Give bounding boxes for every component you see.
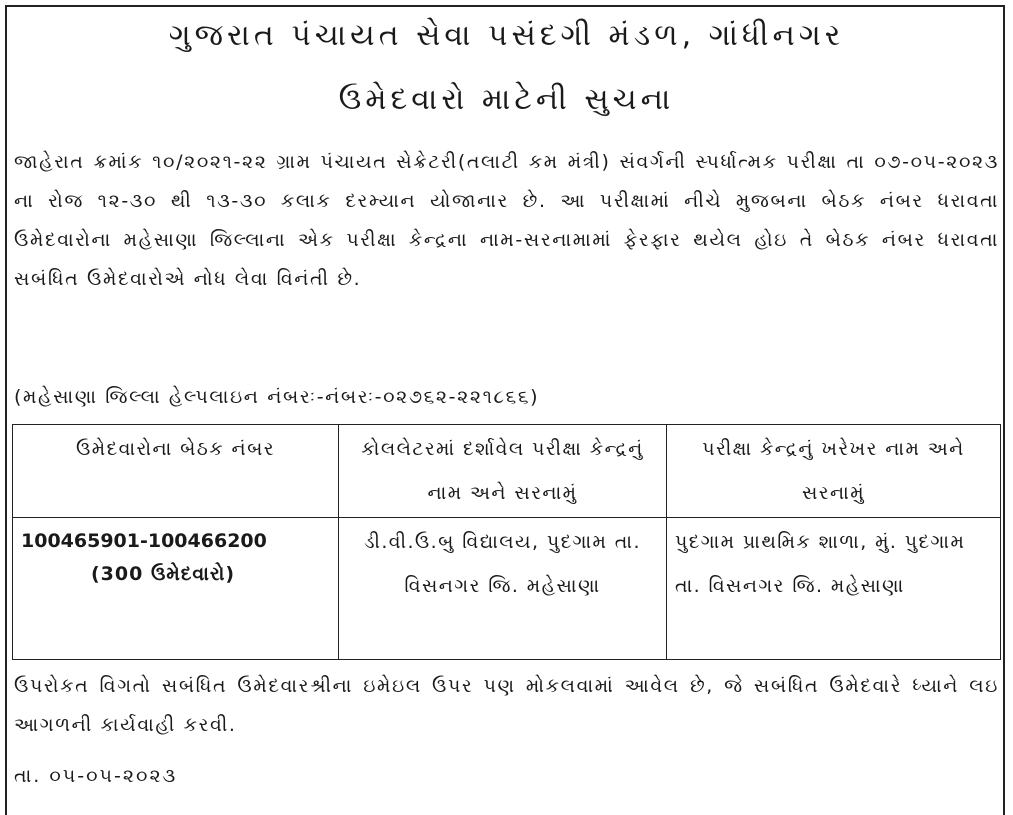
- table-header-row: [13, 425, 1001, 518]
- notice-date: તા. ૦૫-૦૫-૨૦૨૩: [14, 765, 178, 787]
- center-change-table: [12, 424, 1001, 660]
- table-row: [13, 518, 1001, 660]
- candidate-count: (300 ઉમેદવારો): [91, 563, 236, 585]
- board-title: ગુજરાત પંચાયત સેવા પસંદગી મંડળ, ગાંધીનગર: [168, 18, 845, 53]
- intro-paragraph: જાહેરાત ક્રમાંક ૧૦/૨૦૨૧-૨૨ ગ્રામ પંચાયત સેક્રેટરી(તલાટી કમ મંત્રી) સંવર્ગની સ્પર્ધાત્મક પરીક્ષા તા ૦૭-૦૫-૨૦૨૩ ના રોજ ૧૨-૩૦ થી ૧૩-૩૦ કલાક દરમ્યાન યોજાનાર છે. આ પરીક્ષામાં નીચે મુજબના બેઠક નંબર ધરાવતા ઉમેદવારોના મહેસાણા જિલ્લાના એક પરીક્ષા કેન્દ્રના નામ-સરનામામાં ફેરફાર થયેલ હોઇ તે બેઠક નંબર ધરાવતા સબંધિત ઉમેદવારોએ નોધ લેવા વિનંતી છે.: [14, 151, 999, 290]
- seat-cell: [13, 518, 339, 660]
- header-seat-numbers: ઉમેદવારોના બેઠક નંબર: [13, 425, 339, 518]
- callletter-center-cell: ડી.વી.ઉ.બુ વિદ્યાલય, પુદગામ તા. વિસનગર જિ. મહેસાણા: [339, 518, 667, 660]
- notice-heading: ઉમેદવારો માટેની સુચના: [338, 82, 675, 117]
- header-actual-center: પરીક્ષા કેન્દ્રનું ખરેખર નામ અને સરનામું: [667, 425, 1001, 518]
- helpline-number: (મહેસાણા જિલ્લા હેલ્પલાઇન નંબરઃ-નંબરઃ-૦૨૭૬૨-૨૨૧૮૬૬): [14, 386, 540, 408]
- seat-range: 100465901-100466200: [21, 530, 267, 552]
- header-callletter-center: કોલલેટરમાં દર્શાવેલ પરીક્ષા કેન્દ્રનું નામ અને સરનામું: [339, 425, 667, 518]
- footer-paragraph: ઉપરોકત વિગતો સબંધિત ઉમેદવારશ્રીના ઇમેઇલ ઉપર પણ મોકલવામાં આવેલ છે, જે સબંધિત ઉમેદવારે ધ્યાને લઇ આગળની કાર્યવાહી કરવી.: [14, 675, 999, 736]
- actual-center-cell: પુદગામ પ્રાથમિક શાળા, મું. પુદગામ તા. વિસનગર જિ. મહેસાણા: [667, 518, 1001, 660]
